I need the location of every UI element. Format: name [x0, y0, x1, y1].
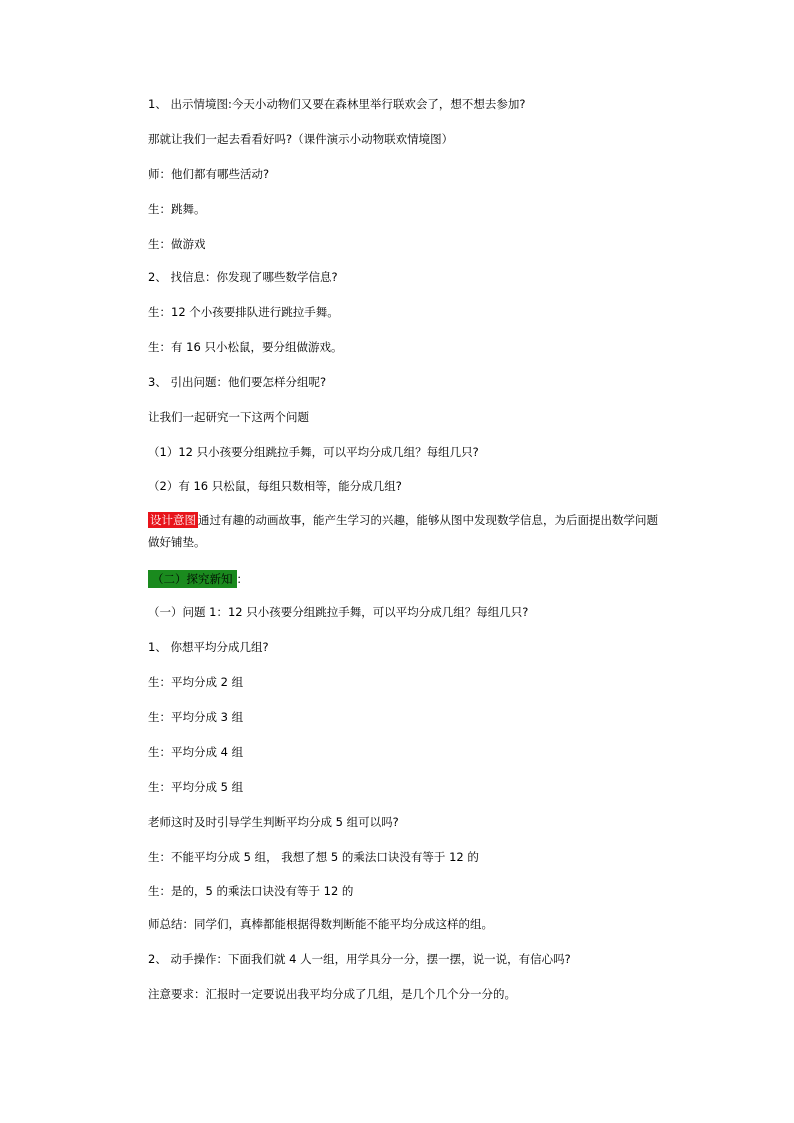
- text-line: 生：平均分成 5 组: [148, 780, 244, 794]
- section-heading: [148, 571, 248, 587]
- text-line: 那就让我们一起去看看好吗?（课件演示小动物联欢情境图）: [148, 132, 454, 146]
- text-line: 2、 找信息：你发现了哪些数学信息?: [148, 270, 338, 284]
- text-line: 生：不能平均分成 5 组， 我想了想 5 的乘法口诀没有等于 12 的: [148, 850, 479, 864]
- design-intent-text: 通过有趣的动画故事，能产生学习的兴趣，能够从图中发现数学信息，为后面提出数学问题做好铺垫。: [148, 513, 658, 549]
- text-line: 注意要求：汇报时一定要说出我平均分成了几组，是几个几个分一分的。: [148, 987, 516, 1001]
- text-line: 师：他们都有哪些活动?: [148, 167, 270, 181]
- design-intent-label: 设计意图: [150, 513, 196, 527]
- text-line: 生：有 16 只小松鼠，要分组做游戏。: [148, 340, 343, 354]
- text-line: 生：是的，5 的乘法口诀没有等于 12 的: [148, 884, 354, 898]
- text-line: 生：做游戏: [148, 237, 206, 251]
- design-intent-paragraph: [148, 509, 668, 553]
- text-line: 让我们一起研究一下这两个问题: [148, 410, 309, 424]
- text-line: 生：平均分成 3 组: [148, 710, 244, 724]
- text-line: 师总结：同学们，真棒都能根据得数判断能不能平均分成这样的组。: [148, 917, 493, 931]
- section-label: （二）探究新知: [148, 570, 237, 588]
- text-line: 2、 动手操作：下面我们就 4 人一组，用学具分一分，摆一摆，说一说，有信心吗?: [148, 952, 571, 966]
- text-line: 生：平均分成 2 组: [148, 675, 244, 689]
- text-line: （2）有 16 只松鼠，每组只数相等，能分成几组?: [148, 479, 402, 493]
- text-line: 3、 引出问题：他们要怎样分组呢?: [148, 375, 327, 389]
- text-line: 生：跳舞。: [148, 202, 206, 216]
- section-suffix: ：: [236, 572, 248, 586]
- text-line: 生：12 个小孩要排队进行跳拉手舞。: [148, 305, 339, 319]
- text-line: 1、 出示情境图:今天小动物们又要在森林里举行联欢会了，想不想去参加?: [148, 97, 526, 111]
- text-line: 老师这时及时引导学生判断平均分成 5 组可以吗?: [148, 815, 399, 829]
- text-line: （一）问题 1：12 只小孩要分组跳拉手舞，可以平均分成几组？每组几只?: [148, 605, 529, 619]
- text-line: 生：平均分成 4 组: [148, 745, 244, 759]
- text-line: 1、 你想平均分成几组?: [148, 640, 269, 654]
- text-line: （1）12 只小孩要分组跳拉手舞，可以平均分成几组？每组几只?: [148, 445, 479, 459]
